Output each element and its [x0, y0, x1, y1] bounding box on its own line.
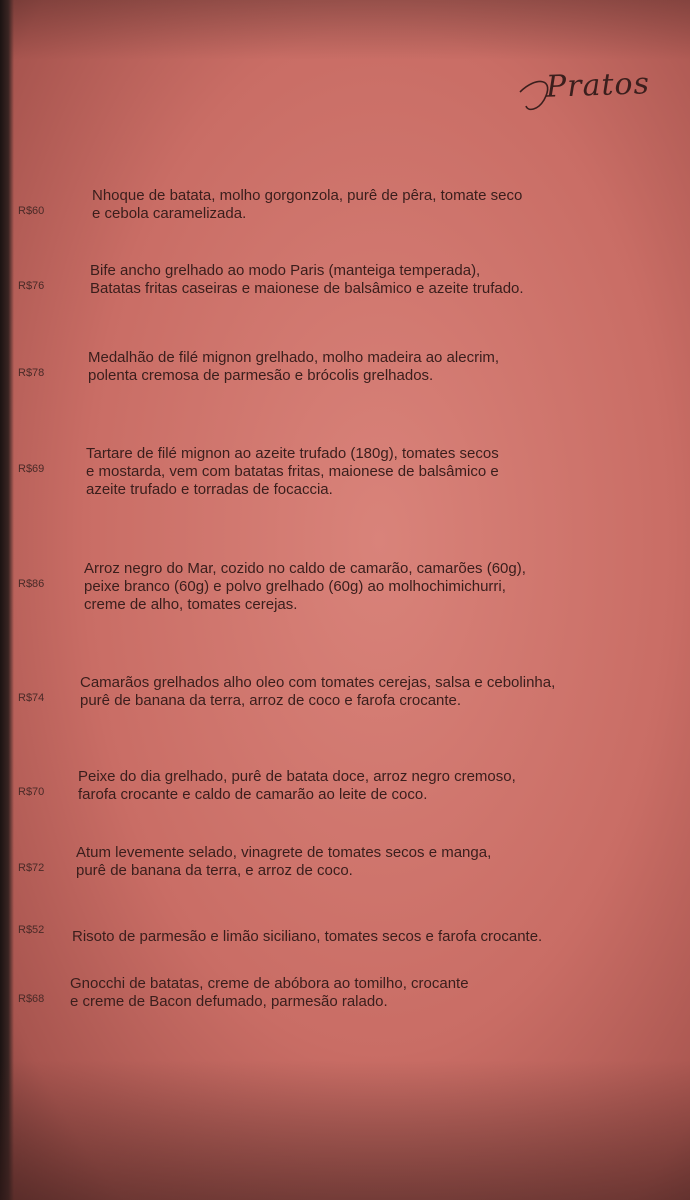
- item-price: R$72: [18, 862, 45, 874]
- item-price: R$69: [18, 463, 45, 475]
- item-description: Atum levemente selado, vinagrete de tomates secos e manga, purê de banana da terra, e arroz de coco.: [76, 844, 492, 879]
- item-description: Nhoque de batata, molho gorgonzola, purê de pêra, tomate seco e cebola caramelizada.: [92, 187, 523, 222]
- item-price: R$78: [18, 367, 45, 379]
- item-price: R$60: [18, 205, 45, 217]
- item-description: Arroz negro do Mar, cozido no caldo de camarão, camarões (60g), peixe branco (60g) e polvo grelhado (60g) ao molhochimichurri, creme de alho, tomates cerejas.: [84, 560, 526, 613]
- item-price: R$74: [18, 692, 45, 704]
- item-description: Gnocchi de batatas, creme de abóbora ao tomilho, crocante e creme de Bacon defumado, parmesão ralado.: [70, 975, 469, 1010]
- item-description: Risoto de parmesão e limão siciliano, tomates secos e farofa crocante.: [72, 928, 543, 945]
- item-price: R$70: [18, 786, 45, 798]
- item-description: Tartare de filé mignon ao azeite trufado (180g), tomates secos e mostarda, vem com batatas fritas, maionese de balsâmico e azeite trufado e torradas de focaccia.: [86, 445, 499, 498]
- item-price: R$68: [18, 993, 45, 1005]
- item-price: R$52: [18, 924, 45, 936]
- page-shadow-bottom: [0, 1060, 690, 1200]
- item-description: Peixe do dia grelhado, purê de batata doce, arroz negro cremoso, farofa crocante e caldo de camarão ao leite de coco.: [78, 768, 516, 803]
- item-price: R$86: [18, 578, 45, 590]
- page-shadow-top: [0, 0, 690, 60]
- item-description: Bife ancho grelhado ao modo Paris (manteiga temperada), Batatas fritas caseiras e maionese de balsâmico e azeite trufado.: [90, 262, 524, 297]
- item-price: R$76: [18, 280, 45, 292]
- section-title: Pratos: [545, 66, 651, 105]
- item-description: Camarãos grelhados alho oleo com tomates cerejas, salsa e cebolinha, purê de banana da terra, arroz de coco e farofa crocante.: [80, 674, 556, 709]
- item-description: Medalhão de filé mignon grelhado, molho madeira ao alecrim, polenta cremosa de parmesão e brócolis grelhados.: [88, 349, 500, 384]
- book-binding: [0, 0, 14, 1200]
